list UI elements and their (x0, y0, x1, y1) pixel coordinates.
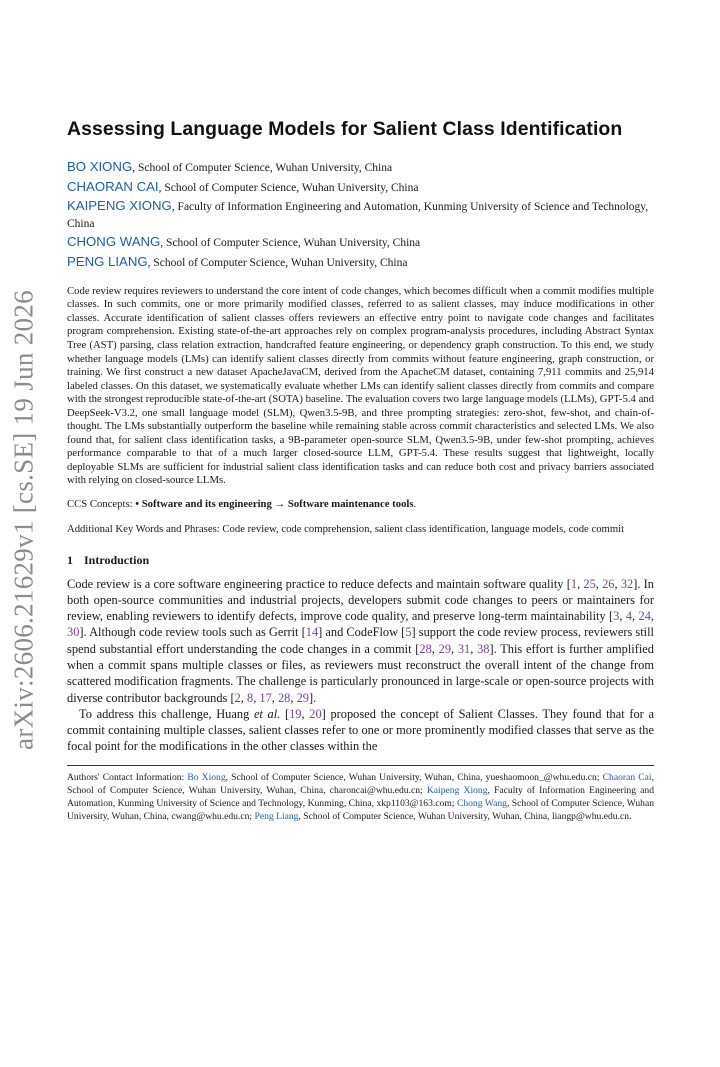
keywords: Additional Key Words and Phrases: Code review, code comprehension, salient class identification, language models, code commit (67, 522, 625, 535)
text-run: , School of Computer Science, Wuhan University, Wuhan, China, yueshaomoon_@whu.edu.cn; (225, 771, 603, 783)
section-title: Introduction (84, 552, 150, 567)
author-link[interactable]: Kaipeng Xiong (426, 784, 488, 796)
citation-link[interactable]: 5 (405, 625, 412, 640)
text-run: , (632, 609, 639, 624)
citation-link[interactable]: 28 (277, 690, 291, 705)
text-run: To address this challenge, Huang (79, 706, 254, 721)
citation-link[interactable]: 4 (625, 609, 633, 624)
text-run: , (431, 641, 439, 656)
text-run: ] proposed the concept of Salient Classes. They found that for a commit containing multiple classes, salient classes refer to one or more prominently modified classes that serve as the focal point for the modifications in the other classes within the (67, 706, 654, 754)
text-run: , School of Computer Science, Wuhan University, Wuhan, China, charoncai@whu.edu.cn; (67, 771, 654, 796)
citation-link[interactable]: 3 (613, 609, 620, 624)
author-affiliation: , School of Computer Science, Wuhan University, China (160, 237, 421, 250)
text-run: , (650, 609, 654, 624)
text-run: , Faculty of Information Engineering and Automation, Kunming University of Science and Technology, Kunming, China, xkp1103@163.com; (67, 784, 654, 809)
text-run: , School of Computer Science, Wuhan University, Wuhan, China, cwang@whu.edu.cn; (67, 797, 655, 823)
author-entry (67, 158, 654, 178)
citation-link[interactable]: 17 (259, 690, 272, 705)
paper-title: Assessing Language Models for Salient Class Identification (67, 118, 623, 140)
author-entry (67, 197, 654, 233)
text-run: ]. (308, 690, 317, 705)
author-list (67, 158, 654, 273)
text-run: ]. Although code review tools such as Gerrit [ (79, 625, 306, 640)
author-affiliation: , School of Computer Science, Wuhan University, China (132, 162, 393, 174)
section-number: 1 (67, 552, 73, 567)
ccs-label: CCS Concepts: (67, 498, 136, 511)
text-run: , (614, 576, 621, 591)
italic-text: et al. (253, 706, 281, 721)
author-link[interactable]: Chaoran Cai (602, 771, 652, 783)
footnote-rule (67, 765, 654, 766)
citation-link[interactable]: 29 (296, 690, 309, 705)
text-run: , School of Computer Science, Wuhan University, Wuhan, China, liangp@whu.edu.cn. (298, 811, 632, 823)
abstract (67, 285, 654, 488)
text-run: [ (280, 706, 290, 721)
section-heading (67, 553, 654, 568)
citation-link[interactable]: 19 (289, 706, 302, 721)
text-run: , (253, 690, 260, 705)
intro-paragraph (67, 706, 654, 755)
citation-link[interactable]: 8 (246, 690, 254, 705)
author-entry (67, 178, 654, 198)
text-run: ]. In both open-source communities and industrial projects, developers submit code changes to peers or maintainers for review, enabling reviewers to identify defects, improve code quality, and preserve long-term maintainability [ (67, 576, 654, 624)
ccs-concept: Software and its engineering → Software maintenance tools (141, 498, 414, 511)
text-run: ]. This effort is further amplified when a commit spans multiple classes or files, as reviewers must reconstruct the overall intent of the change from scattered modification fragments. The challenge is particularly pronounced in large-scale or open-source projects with diverse contributor backgrounds [ (67, 641, 654, 705)
author-affiliation: , Faculty of Information Engineering and Automation, Kunming University of Science and Technology, China (67, 201, 649, 231)
text-run: , (470, 641, 478, 656)
citation-link[interactable]: 14 (305, 625, 319, 640)
paper-page (67, 118, 654, 823)
arxiv-id-text: arXiv:2606.21629v1 [cs.SE] 19 Jun 2026 (8, 290, 39, 750)
intro-paragraph (67, 576, 654, 706)
citation-link[interactable]: 30 (67, 625, 80, 640)
ccs-bullet: • (135, 498, 142, 511)
text-run: , (577, 576, 584, 591)
text-run: ] support the code review process, reviewers still spend substantial effort understanding the code changes in a commit [ (67, 625, 654, 656)
text-run: , (595, 576, 603, 591)
ccs-concepts (67, 498, 654, 512)
text-run: Code review is a core software engineering practice to reduce defects and maintain software quality (67, 576, 567, 591)
author-name: CHONG WANG (67, 234, 161, 250)
citation-link[interactable]: 20 (309, 706, 322, 721)
text-run: , (240, 690, 247, 705)
author-affiliation: , School of Computer Science, Wuhan University, China (158, 181, 419, 194)
text-run: [ (566, 576, 571, 591)
citation-link[interactable]: 26 (602, 576, 615, 591)
text-run: , (451, 641, 458, 656)
author-name: PENG LIANG (67, 254, 148, 270)
text-run: ] and CodeFlow [ (318, 625, 406, 640)
author-entry (67, 233, 654, 253)
text-run: , (619, 609, 626, 624)
text-run: , (301, 706, 310, 721)
text-run: , (290, 690, 297, 705)
text-run: Authors' Contact Information: (67, 771, 188, 783)
text-run: , (271, 690, 278, 705)
introduction-body (67, 576, 654, 755)
author-affiliation: , School of Computer Science, Wuhan University, China (147, 257, 408, 270)
citation-link[interactable]: 38 (477, 641, 490, 656)
citation-link[interactable]: 25 (583, 576, 596, 591)
citation-link[interactable]: 31 (457, 641, 471, 656)
abstract-text: Code review requires reviewers to understand the core intent of code changes, which becomes difficult when a commit modifies multiple classes. In such commits, one or more primarily modified classes, referred to as salient classes, may induce modifications in other classes. Accurate identification of salient classes offers reviewers an effective entry point to navigate code changes and facilitates program comprehension. Existing state-of-the-art approaches rely on complex program-analysis procedures, including Abstract Syntax Tree (AST) parsing, class relation extraction, handcrafted feature engineering, or dependency graph construction. To this end, we study whether language models (LMs) can identify salient classes directly from commits without feature engineering, graph construction, or training. We first construct a new dataset ApacheJavaCM, derived from the ApacheCM dataset, containing 7,911 commits and 25,914 labeled classes. On this dataset, we systematically evaluate whether LMs can identify salient classes directly from commits and compare with the strongest reproducible state-of-the-art (SOTA) baseline. The evaluation covers two large language models (LLMs), GPT-5.4 and DeepSeek-V3.2, one small language model (SLM), Qwen3.5-9B, and three prompting strategies: zero-shot, few-shot, and chain-of-thought. The LMs substantially outperform the baseline while remaining stable across commit characteristics and selected LMs. We also found that, for salient class identification tasks, a 9B-parameter open-source SLM, Qwen3.5-9B, under few-shot prompting, achieves performance comparable to that of a much larger closed-source LLM, GPT-5.4. These results suggest that lightweight, locally deployable SLMs are sufficient for industrial salient class identification tasks and can reduce both cost and privacy barriers associated with relying on closed-source LLMs. (67, 284, 654, 487)
author-name: BO XIONG (67, 159, 133, 174)
author-name: CHAORAN CAI (67, 178, 159, 194)
author-link[interactable]: Bo Xiong (187, 771, 226, 783)
citation-link[interactable]: 2 (234, 690, 241, 705)
citation-link[interactable]: 1 (570, 576, 578, 591)
author-name: KAIPENG XIONG (67, 198, 172, 214)
author-contact-footnote (67, 771, 654, 823)
citation-link[interactable]: 24 (638, 609, 651, 624)
ccs-end: . (413, 498, 417, 511)
citation-link[interactable]: 29 (438, 641, 452, 656)
author-entry (67, 253, 654, 273)
citation-link[interactable]: 28 (419, 641, 432, 656)
citation-link[interactable]: 32 (620, 576, 634, 591)
author-link[interactable]: Peng Liang (254, 811, 299, 823)
author-link[interactable]: Chong Wang (456, 797, 507, 809)
